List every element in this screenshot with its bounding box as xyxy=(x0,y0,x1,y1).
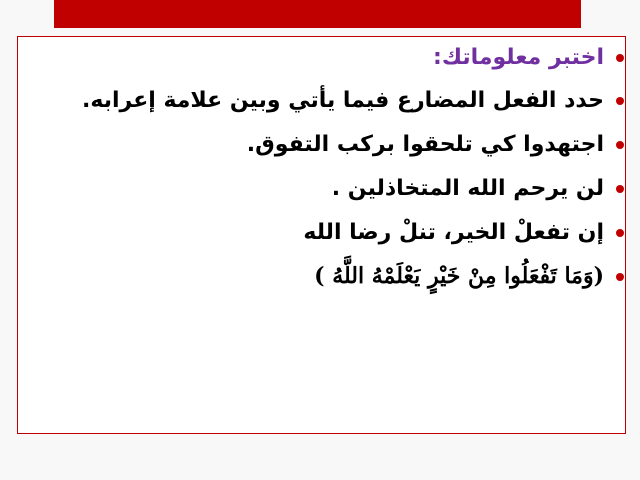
bullet-text: إن تفعلْ الخير، تنلْ رضا الله xyxy=(303,220,604,245)
bullet-dot-icon xyxy=(616,229,624,237)
bullet-item-instruction xyxy=(56,82,626,119)
slide-title-text: اختبر معلوماتك: xyxy=(433,45,604,70)
bullet-dot-icon xyxy=(616,273,624,281)
bullet-dot-icon xyxy=(616,54,624,62)
bullet-dot-icon xyxy=(616,141,624,149)
bullet-text: لن يرحم الله المتخاذلين . xyxy=(331,176,604,201)
bullet-text: اجتهدوا كي تلحقوا بركب التفوق. xyxy=(246,132,604,157)
bullet-text: حدد الفعل المضارع فيما يأتي وبين علامة إعرابه. xyxy=(82,88,604,113)
slide-title xyxy=(56,36,626,80)
top-accent-bar xyxy=(54,0,581,28)
bullet-list xyxy=(56,36,626,302)
bullet-text: (وَمَا تَفْعَلُوا مِنْ خَيْرٍ يَعْلَمْهُ اللَّهُ ) xyxy=(314,263,604,289)
bullet-dot-icon xyxy=(616,185,624,193)
bullet-item-sentence-2 xyxy=(56,170,626,207)
bullet-item-quran-verse xyxy=(56,258,626,295)
bullet-dot-icon xyxy=(616,97,624,105)
bullet-item-sentence-3 xyxy=(56,214,626,251)
bullet-item-sentence-1 xyxy=(56,126,626,163)
